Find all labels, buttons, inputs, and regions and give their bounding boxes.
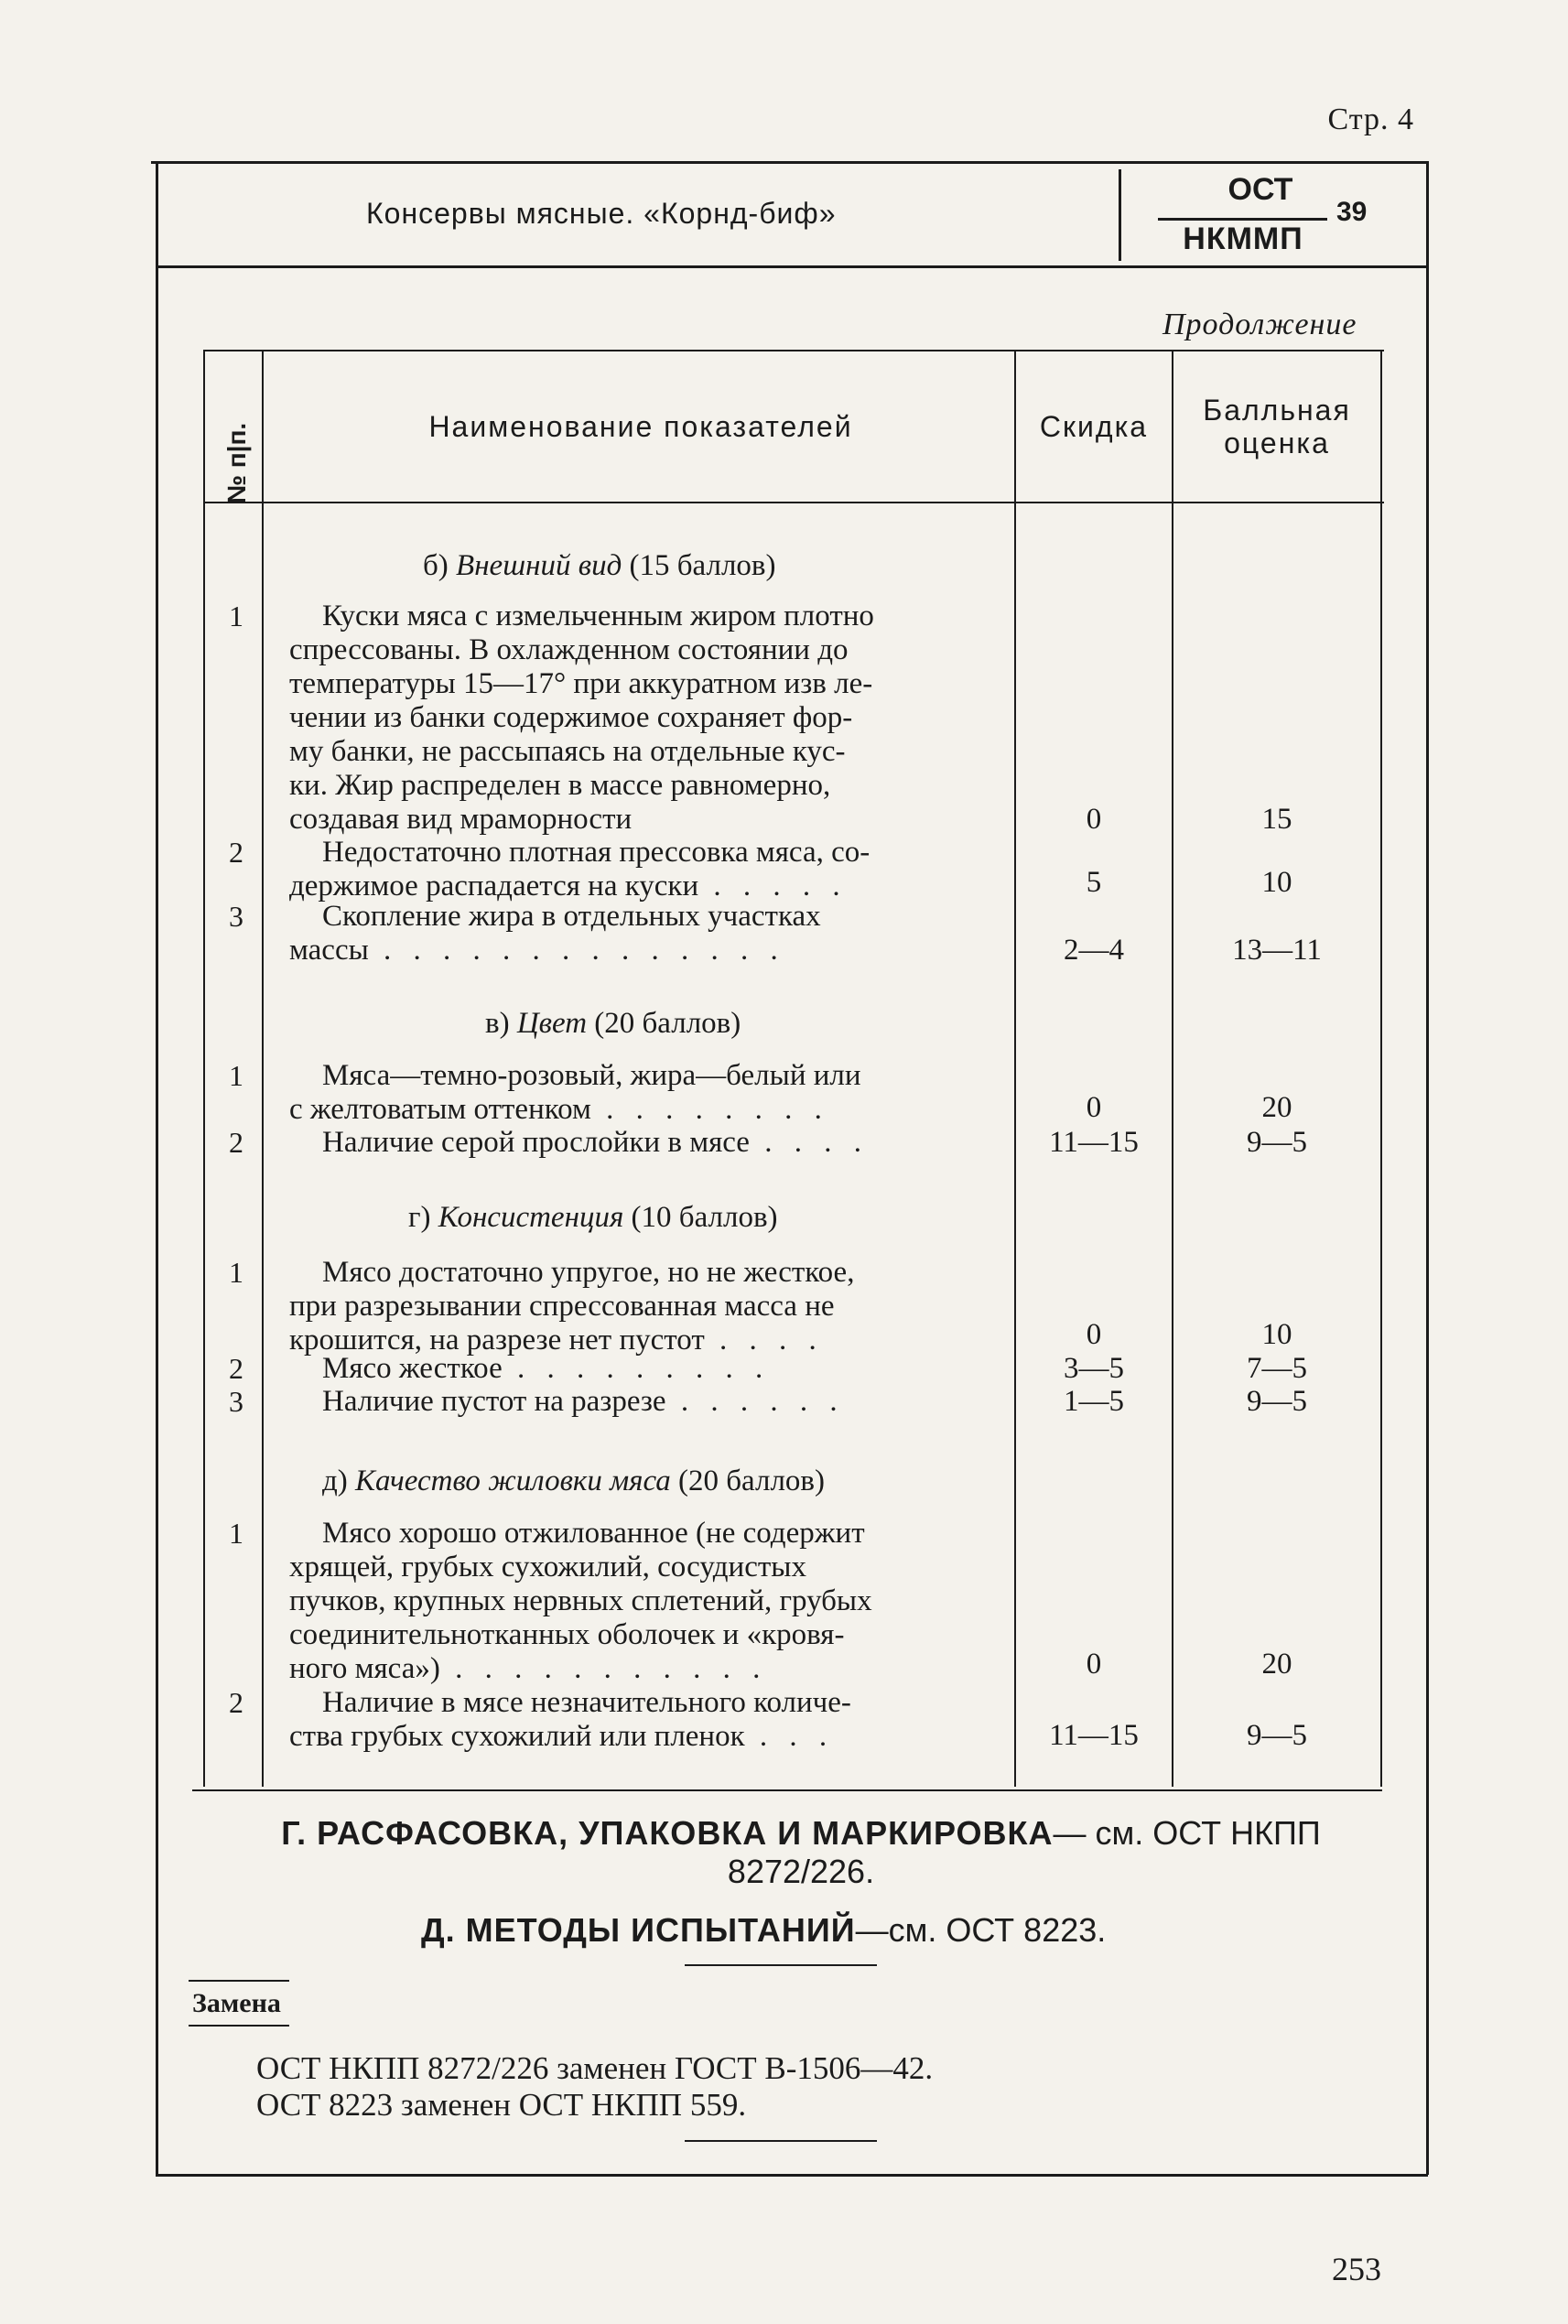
table-bottom-rule: [192, 1789, 1382, 1791]
row-text: Наличие пустот на разрезе . . . . . .: [322, 1385, 845, 1418]
footer-page-number: 253: [1332, 2251, 1381, 2287]
section-divider: [685, 1964, 877, 1966]
row-text: Наличие в мясе незначительного количе- ства грубых сухожилий или пленок . . .: [289, 1686, 851, 1753]
document-title: Консервы мясные. «Корнд-биф»: [366, 197, 837, 230]
row-score: 20: [1261, 1091, 1292, 1124]
row-number: 1: [229, 1059, 243, 1092]
replacement-note: ОСТ НКПП 8272/226 заменен ГОСТ В-1506—42.: [256, 2050, 934, 2086]
row-discount: 0: [1086, 803, 1102, 836]
row-number: 1: [229, 1256, 243, 1289]
row-text: Мясо достаточно упругое, но не жесткое, при разрезывании спрессованная масса не крошится, на разрезе нет пустот . . . .: [289, 1256, 855, 1357]
header-right-rule: [1426, 161, 1429, 2175]
standard-fraction-line: [1158, 218, 1327, 221]
row-score: 7—5: [1247, 1352, 1307, 1385]
header-top-rule: [151, 161, 1428, 164]
notes-divider: [685, 2140, 877, 2142]
row-score: 9—5: [1247, 1385, 1307, 1418]
row-discount: 11—15: [1049, 1719, 1139, 1752]
row-text: Мясо хорошо отжилованное (не содержит хрящей, грубых сухожилий, сосудистых пучков, крупных нервных сплетений, грубых соединительнотканных оболочек и «кровя- ного мяса») . . . . . . . . . . .: [289, 1517, 872, 1685]
continuation-label: Продолжение: [1162, 308, 1357, 341]
table-right-rule: [1380, 350, 1382, 1787]
section-d-heading: Д. МЕТОДЫ ИСПЫТАНИЙ—см. ОСТ 8223.: [421, 1911, 1107, 1949]
row-score: 20: [1261, 1648, 1292, 1681]
row-score: 9—5: [1247, 1126, 1307, 1159]
table-top-rule: [203, 350, 1384, 351]
row-discount: 5: [1086, 866, 1102, 899]
section-g-heading: Г. РАСФАСОВКА, УПАКОВКА И МАРКИРОВКА— см. ОСТ НКПП 8272/226.: [281, 1814, 1321, 1890]
row-score: 13—11: [1232, 934, 1322, 967]
section-heading: б) Внешний вид (15 баллов): [423, 549, 776, 582]
table-left-rule: [203, 350, 205, 1787]
row-number: 3: [229, 900, 243, 933]
row-number: 2: [229, 836, 243, 869]
column-header-discount: Скидка: [1039, 410, 1149, 443]
header-left-rule: [156, 161, 158, 2175]
header-bottom-rule: [156, 265, 1428, 268]
row-number: 1: [229, 1517, 243, 1550]
standard-code-bottom: НКММП: [1183, 222, 1303, 256]
footer-rule: [156, 2174, 1428, 2177]
row-text: Скопление жира в отдельных участках массы . . . . . . . . . . . . . .: [289, 900, 821, 967]
row-text: Куски мяса с измельченным жиром плотно спрессованы. В охлажденном состоянии до температуры 15—17° при аккуратном изв ле- чении из банки содержимое сохраняет фор- му банки, не рассыпаясь на отдельные кус- ки. Жир распределен в массе равномерно, создавая вид мраморности: [289, 600, 874, 836]
table-col-no-rule: [262, 350, 264, 1787]
row-discount: 0: [1086, 1318, 1102, 1351]
replacement-note: ОСТ 8223 заменен ОСТ НКПП 559.: [256, 2087, 747, 2123]
column-header-name: Наименование показателей: [428, 410, 853, 443]
replacement-rule-bottom: [189, 2025, 289, 2027]
row-discount: 3—5: [1064, 1352, 1124, 1385]
row-text: Мясо жесткое . . . . . . . . .: [322, 1352, 771, 1385]
row-discount: 0: [1086, 1091, 1102, 1124]
row-discount: 11—15: [1049, 1126, 1139, 1159]
row-number: 1: [229, 600, 243, 632]
row-score: 10: [1261, 866, 1292, 899]
column-header-score: Балльная оценка: [1203, 394, 1351, 459]
row-number: 2: [229, 1686, 243, 1719]
row-discount: 0: [1086, 1648, 1102, 1681]
row-number: 2: [229, 1352, 243, 1385]
replacement-label: Замена: [192, 1988, 281, 2018]
page-label: Стр. 4: [1327, 103, 1414, 136]
row-text: Мяса—темно-розовый, жира—белый или с желтоватым оттенком . . . . . . . .: [289, 1059, 861, 1126]
row-text: Наличие серой прослойки в мясе . . . .: [322, 1126, 869, 1159]
section-heading: д) Качество жиловки мяса (20 баллов): [322, 1465, 826, 1497]
table-col-name-rule: [1014, 350, 1016, 1787]
row-score: 9—5: [1247, 1719, 1307, 1752]
table-col-discount-rule: [1172, 350, 1173, 1787]
table-head-rule: [203, 502, 1384, 503]
row-score: 10: [1261, 1318, 1292, 1351]
row-text: Недостаточно плотная прессовка мяса, со- держимое распадается на куски . . . . .: [289, 836, 871, 903]
standard-code-top: ОСТ: [1227, 172, 1293, 207]
row-discount: 2—4: [1064, 934, 1124, 967]
row-score: 15: [1261, 803, 1292, 836]
column-header-no: № п|п.: [222, 422, 252, 504]
section-heading: в) Цвет (20 баллов): [485, 1007, 741, 1040]
row-number: 2: [229, 1126, 243, 1159]
row-discount: 1—5: [1064, 1385, 1124, 1418]
standard-number: 39: [1336, 197, 1368, 227]
row-number: 3: [229, 1385, 243, 1418]
header-divider: [1119, 169, 1121, 261]
replacement-rule-top: [189, 1980, 289, 1982]
section-heading: г) Консистенция (10 баллов): [408, 1201, 778, 1234]
